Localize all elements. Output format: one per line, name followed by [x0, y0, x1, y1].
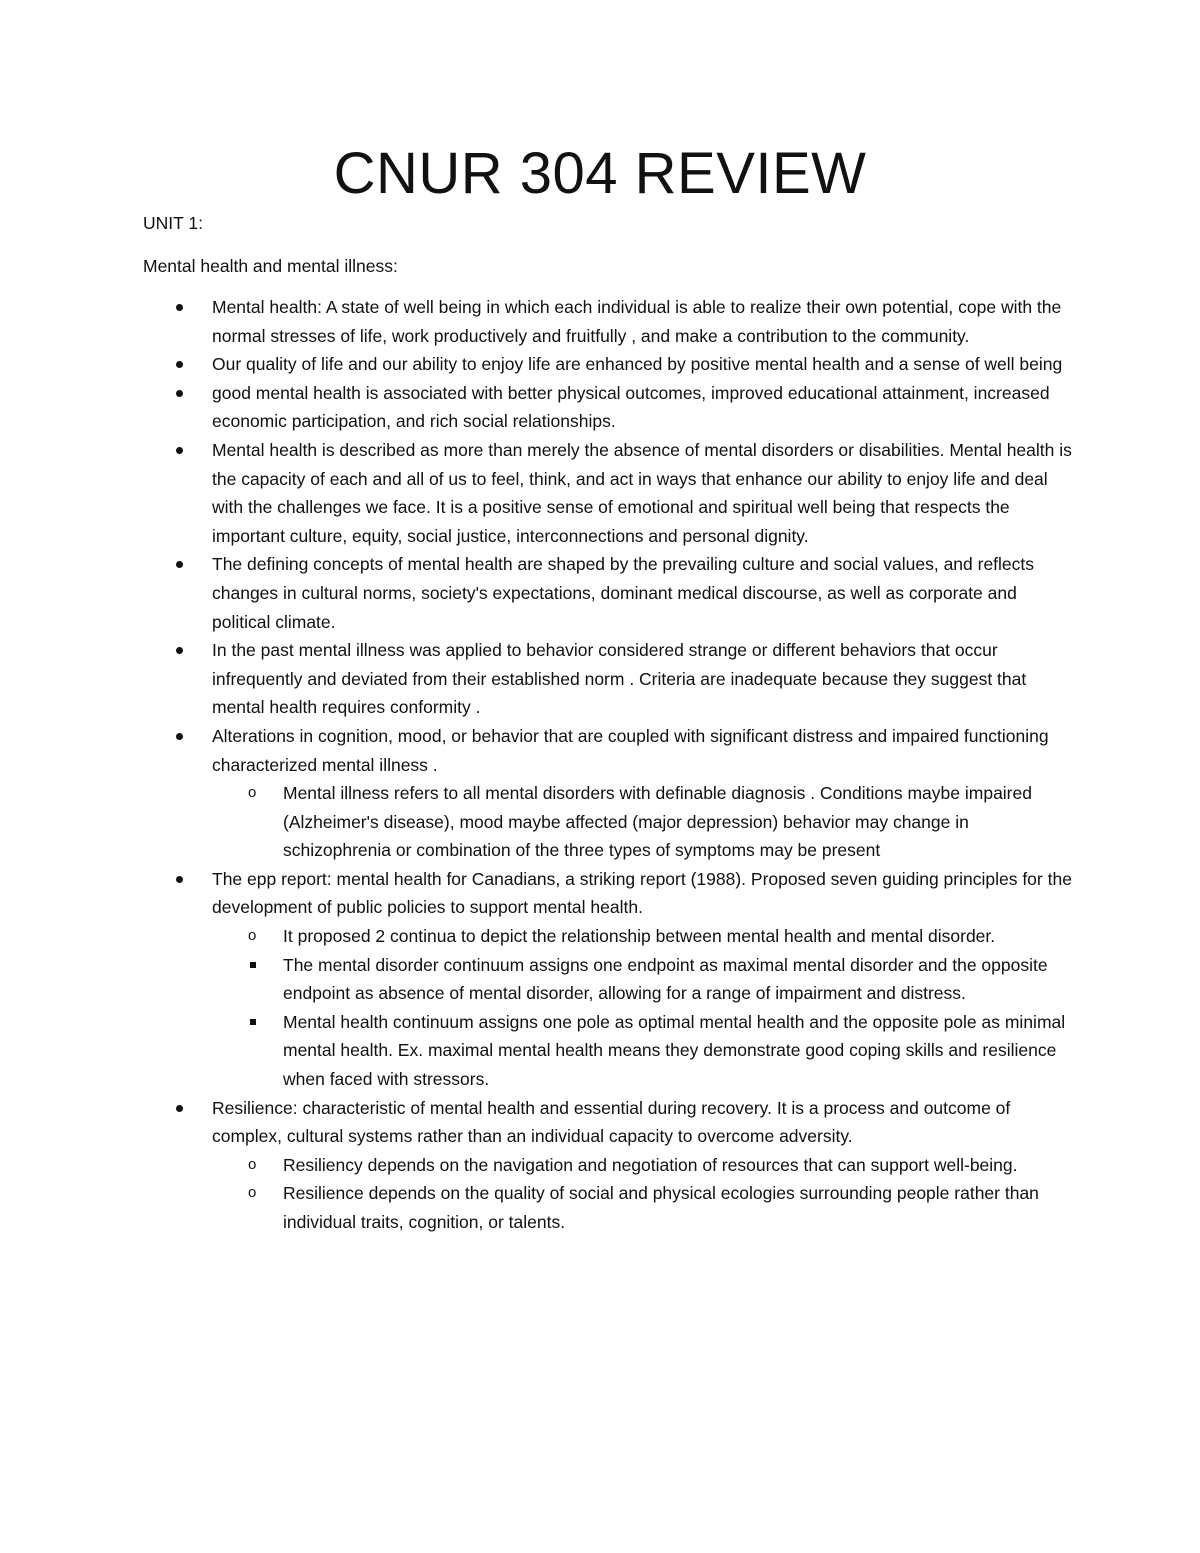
sub-sub-list-item: [214, 951, 1073, 1008]
bullet-circle-icon: o: [248, 784, 257, 802]
bullet-dot-icon: [176, 733, 183, 740]
list-item-text: The defining concepts of mental health are shaped by the prevailing culture and social values, and reflects changes in cultural norms, society's expectations, dominant medical discourse, as well as corporate and political climate.: [212, 554, 1035, 632]
bullet-circle-icon: o: [248, 1155, 257, 1173]
list-item-text: In the past mental illness was applied to behavior considered strange or different behaviors that occur infrequently and deviated from their established norm . Criteria are inadequate because they suggest that mental health requires conformity .: [212, 640, 1027, 718]
list-item-text: good mental health is associated with better physical outcomes, improved educational attainment, increased economic participation, and rich social relationships.: [212, 382, 1050, 432]
sub-sub-list-item: [214, 1008, 1073, 1094]
list-item: [143, 722, 1073, 779]
bullet-dot-icon: [176, 647, 183, 654]
sub-list-item: [214, 1179, 1073, 1236]
list-item-text: The epp report: mental health for Canadians, a striking report (1988). Proposed seven guiding principles for the development of public policies to support mental health.: [212, 868, 1072, 918]
bullet-dot-icon: [176, 390, 183, 397]
list-item-text: Resilience: characteristic of mental health and essential during recovery. It is a process and outcome of complex, cultural systems rather than an individual capacity to overcome adversity.: [212, 1097, 1011, 1147]
bullet-dot-icon: [176, 304, 183, 311]
list-item: [143, 293, 1073, 350]
list-item: [143, 550, 1073, 636]
list-item: [143, 865, 1073, 922]
sub-sub-bullet-list: [214, 951, 1073, 1094]
list-item-text: Mental health: A state of well being in which each individual is able to realize their own potential, cope with the normal stresses of life, work productively and fruitfully , and make a contribution to the community.: [212, 297, 1062, 346]
list-item: [143, 350, 1073, 379]
bullet-list-container: [143, 293, 1073, 1237]
sub-list-item: [214, 1151, 1073, 1180]
list-item-text: Alterations in cognition, mood, or behavior that are coupled with significant distress and impaired functioning characterized mental illness .: [212, 725, 1049, 775]
sub-list-item-text: Mental illness refers to all mental disorders with definable diagnosis . Conditions maybe impaired (Alzheimer's disease), mood maybe affected (major depression) behavior may change in schizophrenia or combination of the three types of symptoms may be present: [283, 783, 1032, 861]
list-item: [143, 379, 1073, 436]
sub-list-item-text: Resilience depends on the quality of social and physical ecologies surrounding people rather than individual traits, cognition, or talents.: [283, 1183, 1039, 1232]
sub-list-item-text: It proposed 2 continua to depict the relationship between mental health and mental disorder.: [283, 926, 996, 947]
bullet-square-icon: [250, 1019, 256, 1025]
sub-bullet-list: [214, 779, 1073, 865]
section-heading: Mental health and mental illness:: [143, 256, 398, 276]
bullet-square-icon: [250, 962, 256, 968]
bullet-list: [143, 293, 1073, 779]
unit-label: UNIT 1:: [143, 213, 203, 233]
sub-bullet-list: [214, 1151, 1073, 1237]
bullet-circle-icon: o: [248, 927, 257, 945]
bullet-list: [143, 1094, 1073, 1151]
page-title: CNUR 304 REVIEW: [333, 141, 867, 206]
sub-list-item: [214, 922, 1073, 951]
list-item: [143, 436, 1073, 550]
bullet-circle-icon: o: [248, 1184, 257, 1202]
list-item: [143, 1094, 1073, 1151]
sub-sub-list-item-text: The mental disorder continuum assigns one endpoint as maximal mental disorder and the opposite endpoint as absence of mental disorder, allowing for a range of impairment and distress.: [283, 954, 1048, 1004]
bullet-dot-icon: [176, 361, 183, 368]
bullet-dot-icon: [176, 876, 183, 883]
sub-sub-list-item-text: Mental health continuum assigns one pole as optimal mental health and the opposite pole as minimal mental health. Ex. maximal mental health means they demonstrate good coping skills and resilience when faced with stressors.: [283, 1011, 1066, 1090]
sub-bullet-list: [214, 922, 1073, 951]
bullet-list: [143, 865, 1073, 922]
bullet-dot-icon: [176, 1105, 183, 1112]
bullet-dot-icon: [176, 561, 183, 568]
sub-list-item: [214, 779, 1073, 865]
bullet-dot-icon: [176, 447, 183, 454]
list-item-text: Mental health is described as more than merely the absence of mental disorders or disabilities. Mental health is the capacity of each and all of us to feel, think, and act in ways that enhance our ability to enjoy life and deal with the challenges we face. It is a positive sense of emotional and spiritual well being that respects the important culture, equity, social justice, interconnections and personal dignity.: [212, 439, 1072, 546]
sub-list-item-text: Resiliency depends on the navigation and negotiation of resources that can support well-being.: [283, 1154, 1018, 1175]
list-item-text: Our quality of life and our ability to enjoy life are enhanced by positive mental health and a sense of well being: [212, 354, 1063, 375]
list-item: [143, 636, 1073, 722]
